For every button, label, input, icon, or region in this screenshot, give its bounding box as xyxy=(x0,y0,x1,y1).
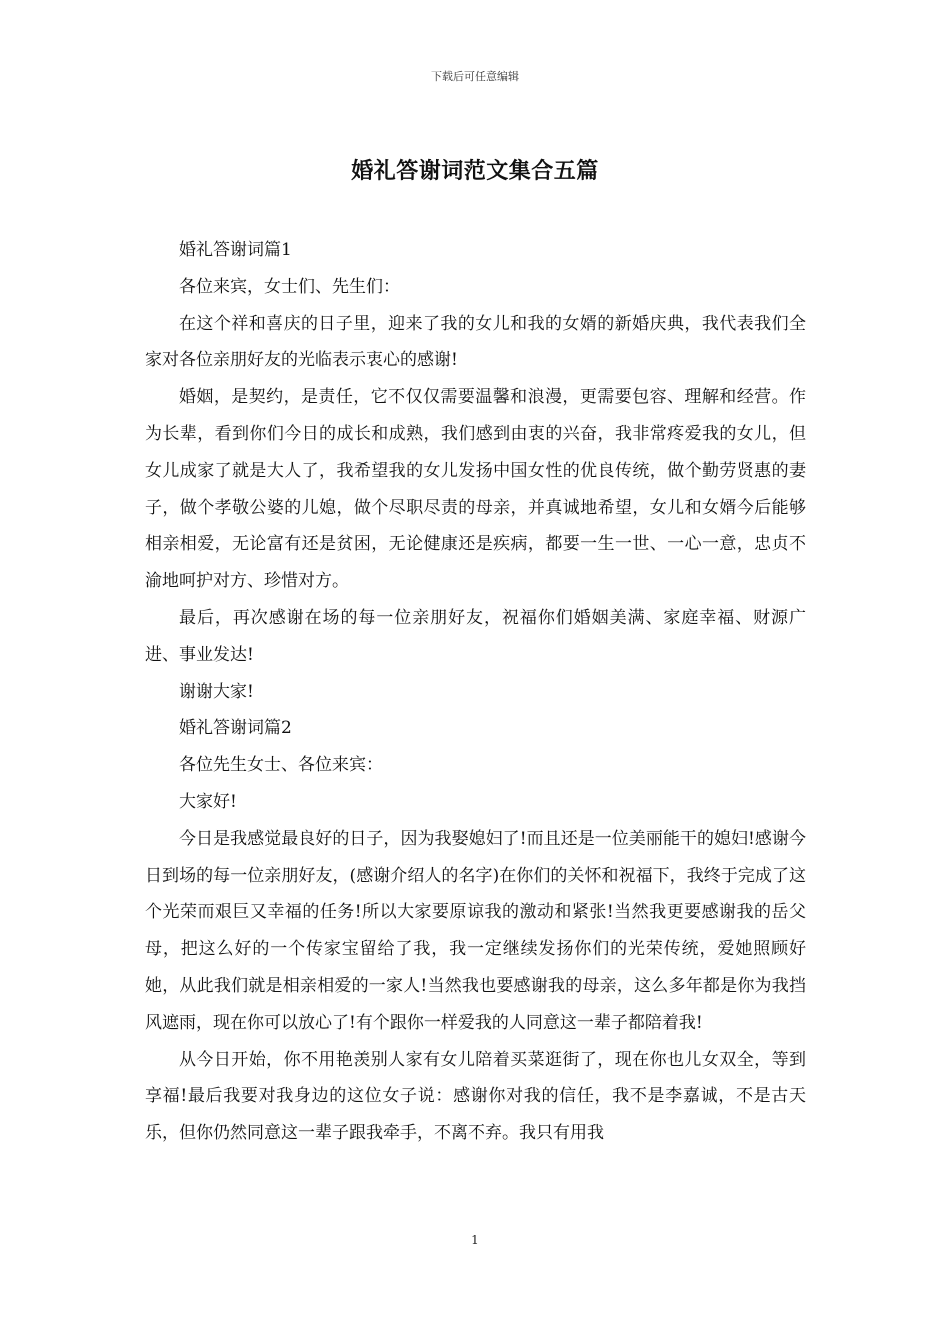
salutation-1: 各位来宾，女士们、先生们： xyxy=(179,276,400,297)
paragraph: 最后，再次感谢在场的每一位亲朋好友，祝福你们婚姻美满、家庭幸福、财源广进、事业发达! xyxy=(145,607,806,665)
header-note: 下载后可任意编辑 xyxy=(431,70,519,83)
document-body xyxy=(145,232,806,1152)
section-heading-1: 婚礼答谢词篇1 xyxy=(179,240,292,260)
paragraph: 从今日开始，你不用艳羡别人家有女儿陪着买菜逛街了，现在你也儿女双全，等到享福!最后我要对我身边的这位女子说：感谢你对我的信任，我不是李嘉诚，不是古天乐，但你仍然同意这一辈子跟我牵手，不离不弃。我只有用我 xyxy=(145,1049,806,1144)
paragraph: 在这个祥和喜庆的日子里，迎来了我的女儿和我的女婿的新婚庆典，我代表我们全家对各位亲朋好友的光临表示衷心的感谢! xyxy=(145,313,806,371)
paragraph: 今日是我感觉最良好的日子，因为我娶媳妇了!而且还是一位美丽能干的媳妇!感谢今日到场的每一位亲朋好友，(感谢介绍人的名字)在你们的关怀和祝福下，我终于完成了这个光荣而艰巨又幸福的任务!所以大家要原谅我的激动和紧张!当然我更要感谢我的岳父母，把这么好的一个传家宝留给了我，我一定继续发扬你们的光荣传统，爱她照顾好她，从此我们就是相亲相爱的一家人!当然我也要感谢我的母亲，这么多年都是你为我挡风遮雨，现在你可以放心了!有个跟你一样爱我的人同意这一辈子都陪着我! xyxy=(145,828,806,1033)
page-title: 婚礼答谢词范文集合五篇 xyxy=(351,158,599,184)
section-heading-2: 婚礼答谢词篇2 xyxy=(179,718,292,739)
closing-line: 谢谢大家! xyxy=(179,681,254,702)
greeting-line: 大家好! xyxy=(179,791,237,812)
paragraph: 婚姻，是契约，是责任，它不仅仅需要温馨和浪漫，更需要包容、理解和经营。作为长辈，看到你们今日的成长和成熟，我们感到由衷的兴奋，我非常疼爱我的女儿，但女儿成家了就是大人了，我希望我的女儿发扬中国女性的优良传统，做个勤劳贤惠的妻子，做个孝敬公婆的儿媳，做个尽职尽责的母亲，并真诚地希望，女儿和女婿今后能够相亲相爱，无论富有还是贫困，无论健康还是疾病，都要一生一世、一心一意，忠贞不渝地呵护对方、珍惜对方。 xyxy=(145,387,806,592)
page-number: 1 xyxy=(471,1233,479,1247)
salutation-2: 各位先生女士、各位来宾： xyxy=(179,755,383,776)
